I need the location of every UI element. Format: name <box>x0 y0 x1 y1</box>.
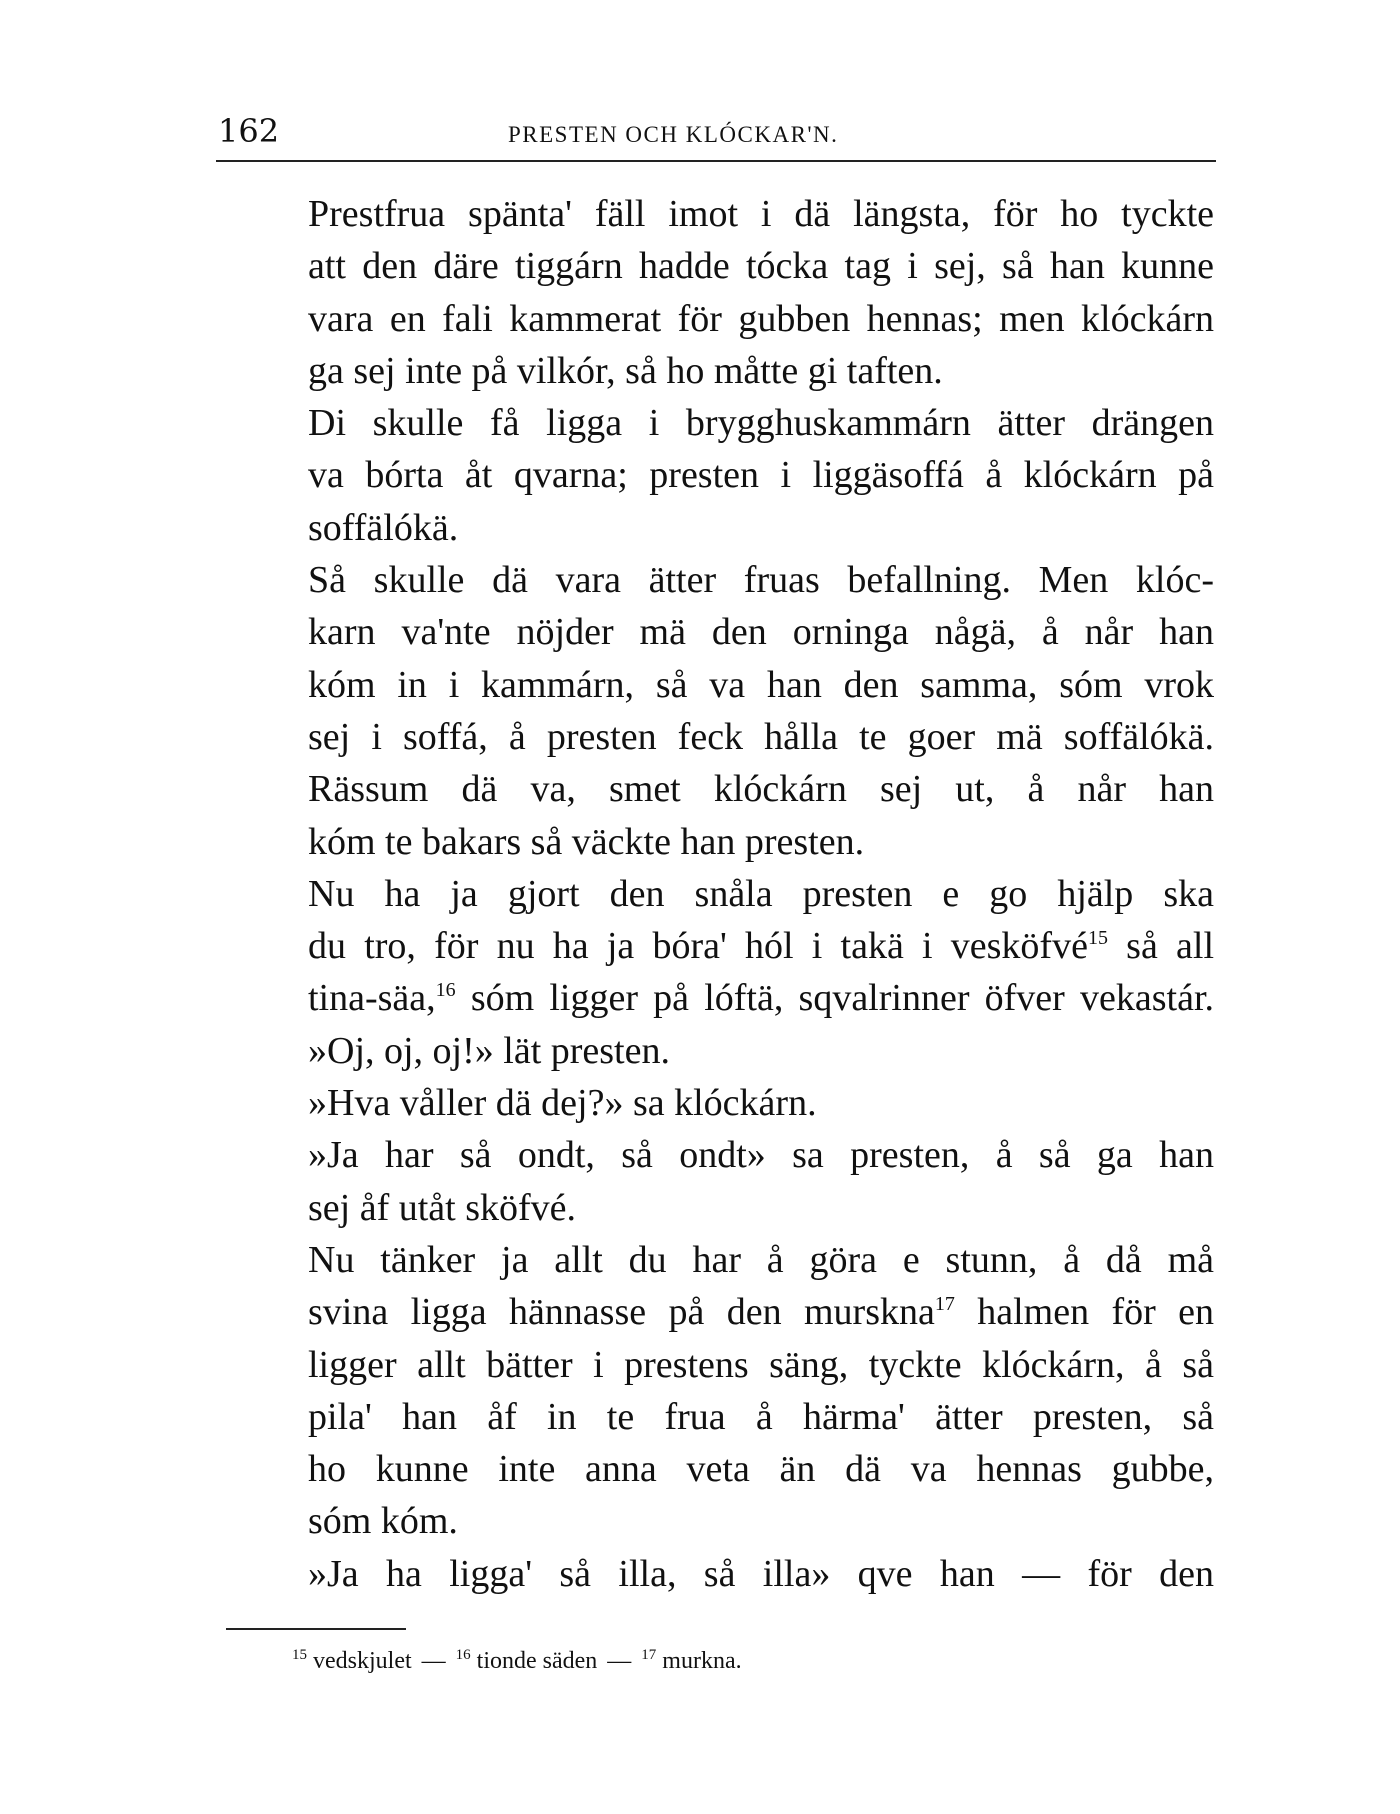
text-line: sej åf utåt sköfvé. <box>308 1186 577 1229</box>
text-line: »Oj, oj, oj!» lät presten. <box>308 1029 670 1072</box>
body-text <box>218 188 1214 1600</box>
footnote-separator: — <box>607 1648 632 1674</box>
paragraph <box>218 763 1214 868</box>
footnotes <box>292 1648 742 1675</box>
paragraph <box>218 554 1214 763</box>
paragraph <box>218 1129 1214 1234</box>
paragraph <box>218 868 1214 1025</box>
text-line: sóm kóm. <box>308 1500 458 1543</box>
paragraph <box>218 1077 1214 1129</box>
text-line-with-footnote <box>218 1286 1214 1338</box>
footnote-separator: — <box>421 1648 446 1674</box>
paragraph <box>218 397 1214 554</box>
footnote-text: tionde säden <box>476 1648 598 1674</box>
footnote-mark: 15 <box>292 1647 307 1663</box>
text-line: Nu tänker ja allt du har å göra e stunn, å då må <box>308 1238 1214 1281</box>
footnote-item <box>641 1648 741 1674</box>
text-line: va bórta åt qvarna; presten i liggäsoffá å klóckárn på <box>308 454 1214 497</box>
text-line-with-footnote <box>218 972 1214 1024</box>
text-line: ga sej inte på vilkór, så ho måtte gi taften. <box>308 349 943 392</box>
text-line: pila' han åf in te frua å härma' ätter presten, så <box>308 1395 1214 1438</box>
text-line: karn va'nte nöjder mä den orninga någä, å når han <box>308 611 1214 654</box>
text-fragment: så all <box>1126 925 1215 968</box>
text-line: vara en fali kammerat för gubben hennas; men klóckárn <box>308 297 1214 340</box>
footnote-text: murkna. <box>662 1648 742 1674</box>
text-line: Så skulle dä vara ätter fruas befallning. Men klóc- <box>308 559 1214 602</box>
text-line: Rässum dä va, smet klóckárn sej ut, å når han <box>308 768 1214 811</box>
text-line: »Ja ha ligga' så illa, så illa» qve han — för den <box>308 1552 1214 1595</box>
header-rule <box>216 160 1216 162</box>
paragraph <box>218 188 1214 397</box>
footnote-text: vedskjulet <box>313 1648 412 1674</box>
text-line: att den däre tiggárn hadde tócka tag i sej, så han kunne <box>308 245 1214 288</box>
footnote-mark: 16 <box>455 1647 471 1663</box>
text-line: soffälókä. <box>308 506 459 549</box>
text-line: kóm in i kammárn, så va han den samma, sóm vrok <box>308 663 1214 706</box>
text-fragment: halmen för en <box>977 1291 1214 1334</box>
footnote-rule <box>226 1628 406 1630</box>
text-line: Nu ha ja gjort den snåla presten e go hjälp ska <box>308 872 1214 915</box>
paragraph <box>218 1548 1214 1600</box>
text-line: kóm te bakars så väckte han presten. <box>308 820 865 863</box>
text-fragment: du tro, för nu ha ja bóra' hól i takä i vesköfvé <box>308 925 1088 968</box>
text-line: Di skulle få ligga i brygghuskammárn ätter drängen <box>308 402 1214 445</box>
page-number: 162 <box>218 112 280 150</box>
text-fragment: sóm ligger på lóftä, sqvalrinner öfver vekastár. <box>470 977 1215 1020</box>
text-line: »Ja har så ondt, så ondt» sa presten, å så ga han <box>308 1134 1214 1177</box>
text-line: Prestfrua spänta' fäll imot i dä längsta, för ho tyckte <box>308 193 1214 235</box>
page-header <box>218 112 1218 162</box>
text-fragment: svina ligga hännasse på den murskna <box>308 1291 935 1334</box>
paragraph <box>218 1025 1214 1077</box>
text-line: ligger allt bätter i prestens säng, tyckte klóckárn, å så <box>308 1343 1214 1386</box>
text-fragment: tina-säa, <box>308 977 436 1020</box>
text-line: »Hva våller dä dej?» sa klóckárn. <box>308 1082 817 1125</box>
paragraph <box>218 1234 1214 1548</box>
footnote-item <box>292 1648 412 1674</box>
footnote-ref: 17 <box>934 1293 955 1316</box>
text-line: sej i soffá, å presten feck hålla te goer mä soffälókä. <box>308 715 1214 758</box>
running-title: PRESTEN OCH KLÓCKAR'N. <box>508 122 839 147</box>
text-line-with-footnote <box>218 920 1214 972</box>
footnote-ref: 16 <box>435 979 456 1002</box>
footnote-mark: 17 <box>641 1647 657 1663</box>
text-line: ho kunne inte anna veta än dä va hennas gubbe, <box>308 1448 1214 1491</box>
footnote-item <box>456 1648 598 1674</box>
footnote-ref: 15 <box>1087 927 1108 950</box>
